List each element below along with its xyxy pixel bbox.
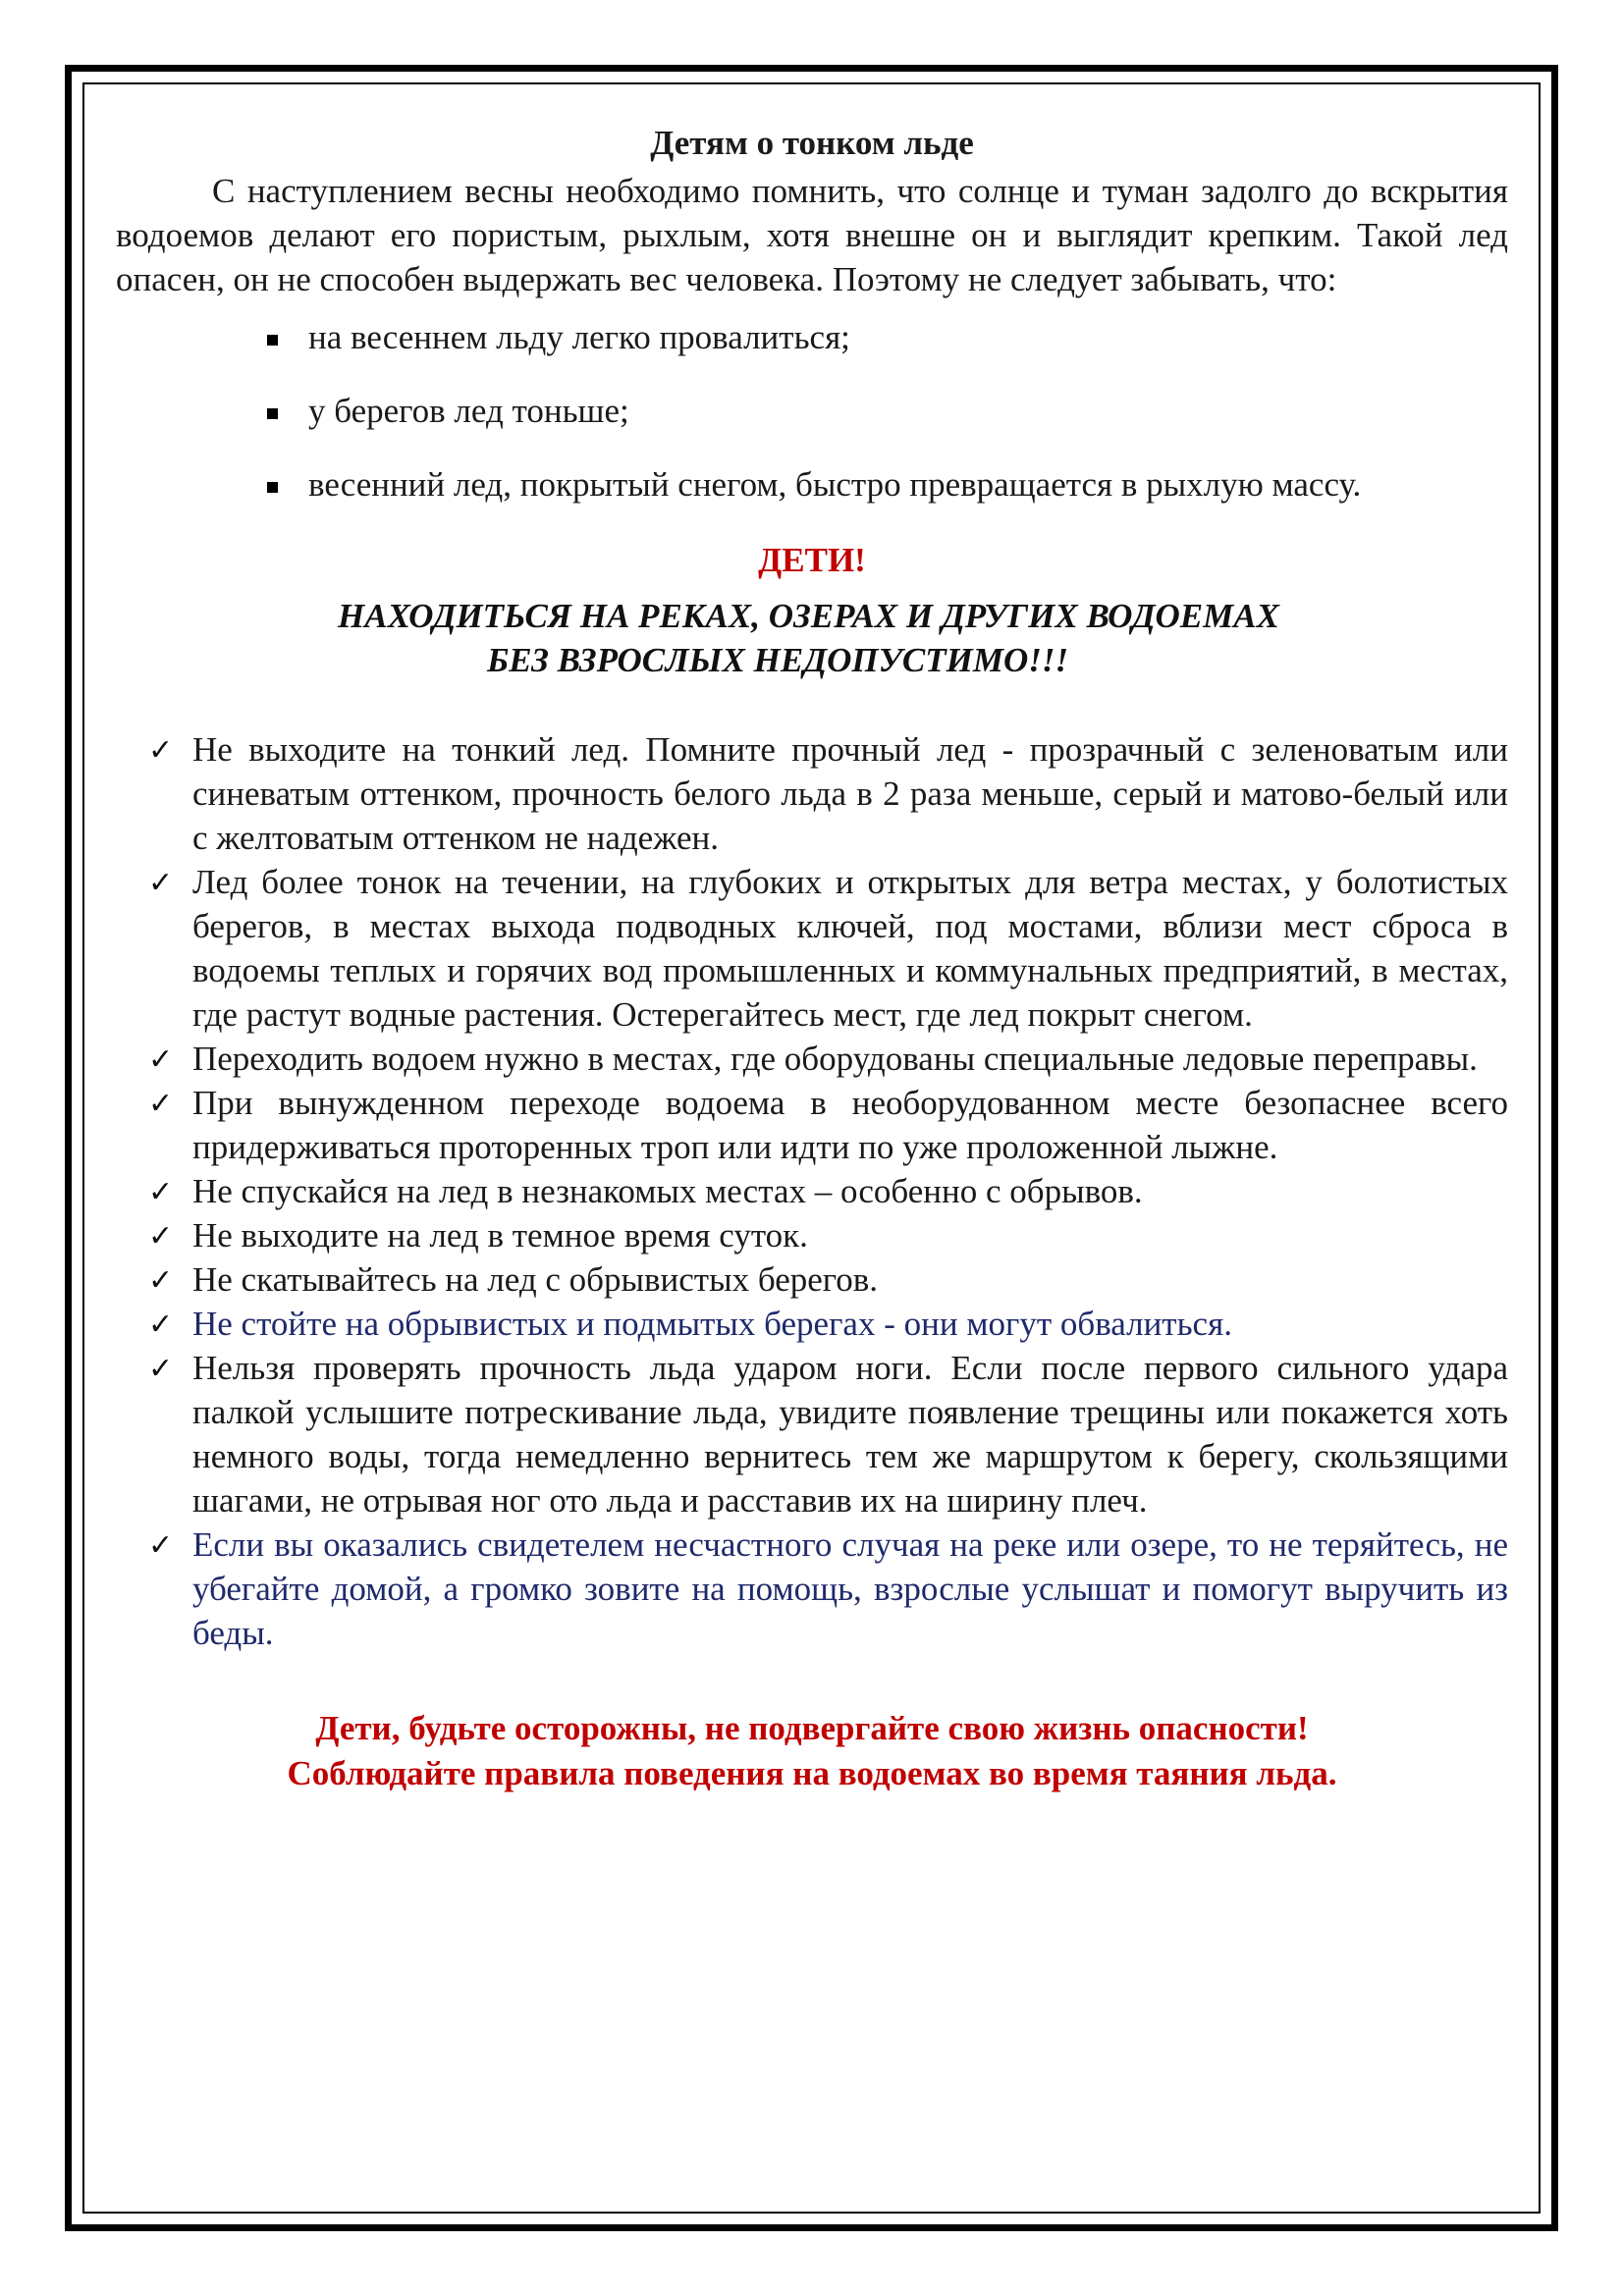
checkmark-icon: ✓: [148, 1528, 174, 1563]
rules-list: [116, 727, 1508, 1655]
rule-text: При вынужденном переходе водоема в необорудованном месте безопаснее всего придерживаться проторенных троп или идти по уже проложенной лыжне.: [192, 1084, 1508, 1166]
bullet-item: [116, 462, 1508, 507]
checkmark-icon: ✓: [148, 733, 174, 768]
intro-paragraph: С наступлением весны необходимо помнить, что солнце и туман задолго до вскрытия водоемов делают его пористым, рыхлым, хотя внешне он и выглядит крепким. Такой лед опасен, он не способен выдержать вес человека. Поэтому не следует забывать, что:: [116, 172, 1508, 298]
rule-item: [116, 1522, 1508, 1655]
bullet-text: весенний лед, покрытый снегом, быстро превращается в рыхлую массу.: [308, 465, 1362, 504]
rule-item: [116, 1037, 1508, 1081]
checkmark-icon: ✓: [148, 1352, 174, 1386]
bullet-item: [116, 389, 1508, 433]
rule-item: [116, 1346, 1508, 1522]
checkmark-icon: ✓: [148, 1175, 174, 1209]
rule-text: Не скатывайтесь на лед с обрывистых берегов.: [192, 1260, 879, 1299]
square-bullet-icon: [267, 408, 278, 419]
checkmark-icon: ✓: [148, 1219, 174, 1254]
bullet-list: [116, 315, 1508, 507]
checkmark-icon: ✓: [148, 1042, 174, 1077]
bullet-text: на весеннем льду легко провалиться;: [308, 318, 850, 356]
rule-text: Не выходите на тонкий лед. Помните прочный лед - прозрачный с зеленоватым или синеватым оттенком, прочность белого льда в 2 раза меньше, серый и матово-белый или с желтоватым оттенком не надежен.: [192, 730, 1508, 857]
closing-message: [116, 1706, 1508, 1796]
rule-item: [116, 1302, 1508, 1346]
rule-text: Не спускайся на лед в незнакомых местах – особенно с обрывов.: [192, 1172, 1143, 1210]
closing-line-1: Дети, будьте осторожны, не подвергайте свою жизнь опасности!: [315, 1709, 1309, 1747]
document-body: [116, 116, 1508, 1796]
rule-item: [116, 1169, 1508, 1213]
rule-text: Не стойте на обрывистых и подмытых берегах - они могут обвалиться.: [192, 1305, 1232, 1343]
checkmark-icon: ✓: [148, 866, 174, 900]
bullet-text: у берегов лед тоньше;: [308, 392, 629, 430]
rule-text: Переходить водоем нужно в местах, где оборудованы специальные ледовые переправы.: [192, 1040, 1478, 1078]
rule-item: [116, 1213, 1508, 1257]
rule-item: [116, 1081, 1508, 1169]
square-bullet-icon: [267, 482, 278, 493]
checkmark-icon: ✓: [148, 1263, 174, 1298]
checkmark-icon: ✓: [148, 1308, 174, 1342]
square-bullet-icon: [267, 335, 278, 346]
rule-text: Нельзя проверять прочность льда ударом ноги. Если после первого сильного удара палкой услышите потрескивание льда, увидите появление трещины или покажется хоть немного воды, тогда немедленно вернитесь тем же маршрутом к берегу, скользящими шагами, не отрывая ног ото льда и расставив их на ширину плеч.: [192, 1349, 1508, 1520]
document-title: Детям о тонком льде: [650, 124, 974, 162]
bullet-item: [116, 315, 1508, 359]
rule-text: Если вы оказались свидетелем несчастного случая на реке или озере, то не теряйтесь, не убегайте домой, а громко зовите на помощь, взрослые услышат и помогут выручить из беды.: [192, 1525, 1508, 1652]
rule-item: [116, 727, 1508, 860]
warning-line-1: НАХОДИТЬСЯ НА РЕКАХ, ОЗЕРАХ И ДРУГИХ ВОДОЕМАХ: [338, 597, 1279, 635]
rule-text: Не выходите на лед в темное время суток.: [192, 1216, 808, 1255]
closing-line-2: Соблюдайте правила поведения на водоемах во время таяния льда.: [287, 1754, 1337, 1792]
rule-item: [116, 860, 1508, 1037]
rule-item: [116, 1257, 1508, 1302]
rule-text: Лед более тонок на течении, на глубоких и открытых для ветра местах, у болотистых берегов, в местах выхода подводных ключей, под мостами, вблизи мест сброса в водоемы теплых и горячих вод промышленных и коммунальных предприятий, в местах, где растут водные растения. Остерегайтесь мест, где лед покрыт снегом.: [192, 863, 1508, 1034]
checkmark-icon: ✓: [148, 1087, 174, 1121]
warning-line-2: БЕЗ ВЗРОСЛЫХ НЕДОПУСТИМО!!!: [487, 641, 1069, 679]
alert-title: ДЕТИ!: [758, 541, 866, 579]
